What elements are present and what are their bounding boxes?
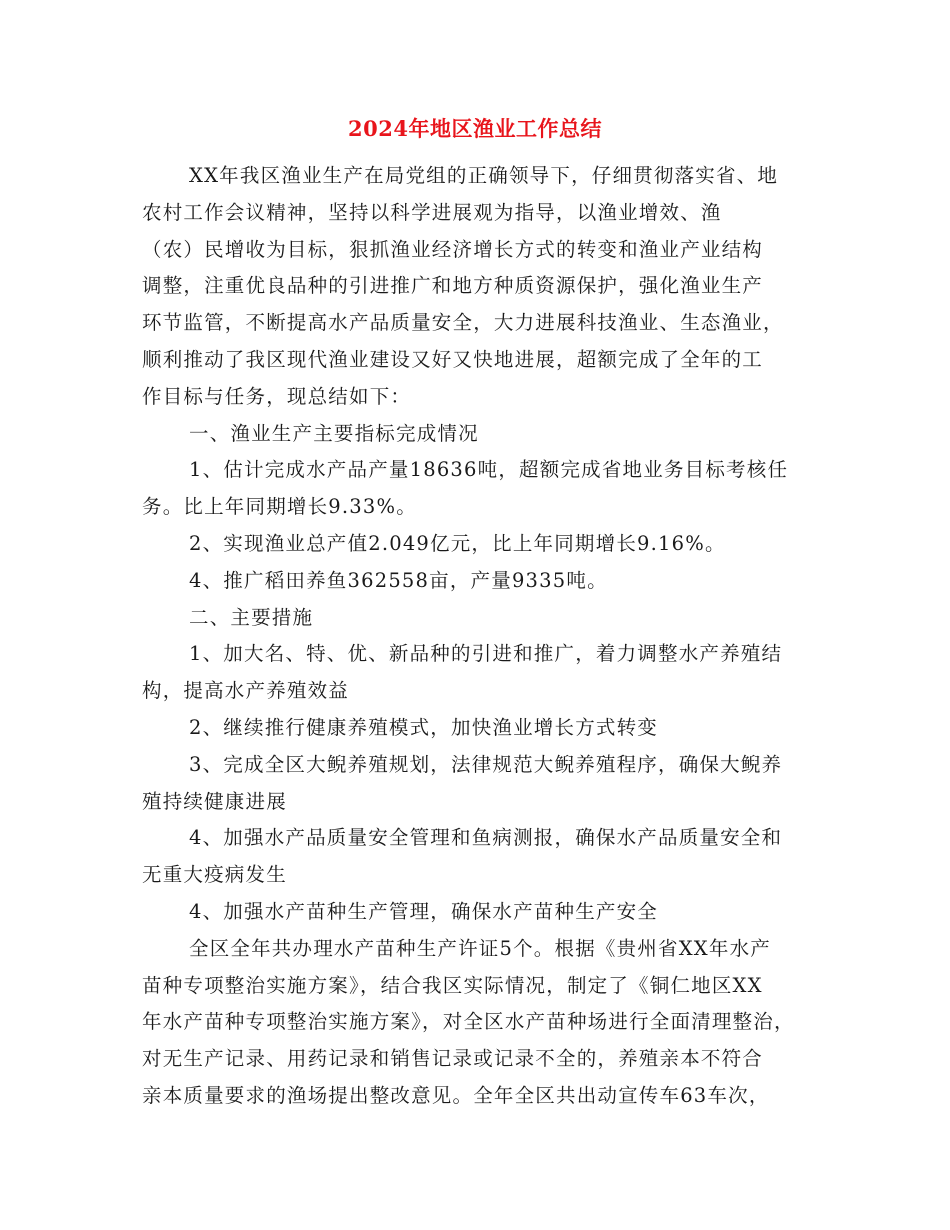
text-line: 二、主要措施 — [189, 605, 314, 629]
text-line: 4、加强水产苗种生产管理，确保水产苗种生产安全 — [189, 899, 659, 923]
text-line: （农）民增收为目标，狠抓渔业经济增长方式的转变和渔业产业结构 — [142, 237, 764, 261]
text-line: 环节监管，不断提高水产品质量安全，大力进展科技渔业、生态渔业， — [142, 311, 784, 335]
text-line: 2、实现渔业总产值2.049亿元，比上年同期增长9.16%。 — [189, 531, 726, 555]
text-line: 3、完成全区大鲵养殖规划，法律规范大鲵养殖程序，确保大鲵养 — [189, 752, 783, 776]
text-line: 农村工作会议精神，坚持以科学进展观为指导，以渔业增效、渔 — [142, 200, 722, 224]
text-line: 构，提高水产养殖效益 — [142, 679, 350, 703]
document-body — [142, 158, 812, 1115]
text-line: 对无生产记录、用药记录和销售记录或记录不全的，养殖亲本不符合 — [142, 1047, 764, 1071]
text-line: 调整，注重优良品种的引进推广和地方种质资源保护，强化渔业生产 — [142, 274, 764, 298]
text-line: 1、估计完成水产品产量18636吨，超额完成省地业务目标考核任 — [189, 458, 789, 482]
text-line: 亲本质量要求的渔场提出整改意见。全年全区共出动宣传车63车次， — [142, 1083, 770, 1107]
text-line: 4、推广稻田养鱼362558亩，产量9335吨。 — [189, 568, 608, 592]
text-line: 顺利推动了我区现代渔业建设又好又快地进展，超额完成了全年的工 — [142, 347, 764, 371]
text-line: 苗种专项整治实施方案》，结合我区实际情况，制定了《铜仁地区XX — [142, 973, 763, 997]
text-line: 4、加强水产品质量安全管理和鱼病测报，确保水产品质量安全和 — [189, 826, 783, 850]
text-line: 一、渔业生产主要指标完成情况 — [189, 421, 479, 445]
text-line: 务。比上年同期增长9.33%。 — [142, 495, 417, 519]
text-line: 无重大疫病发生 — [142, 863, 287, 887]
document-title: 2024年地区渔业工作总结 — [348, 116, 602, 141]
text-line: 年水产苗种专项整治实施方案》，对全区水产苗种场进行全面清理整治， — [142, 1010, 795, 1034]
text-line: 2、继续推行健康养殖模式，加快渔业增长方式转变 — [189, 715, 659, 739]
text-line: 殖持续健康进展 — [142, 789, 287, 813]
text-line: XX年我区渔业生产在局党组的正确领导下，仔细贯彻落实省、地 — [189, 164, 779, 187]
text-line: 全区全年共办理水产苗种生产许证5个。根据《贵州省XX年水产 — [189, 936, 771, 960]
text-line: 作目标与任务，现总结如下： — [142, 384, 412, 408]
text-line: 1、加大名、特、优、新品种的引进和推广，着力调整水产养殖结 — [189, 642, 783, 666]
